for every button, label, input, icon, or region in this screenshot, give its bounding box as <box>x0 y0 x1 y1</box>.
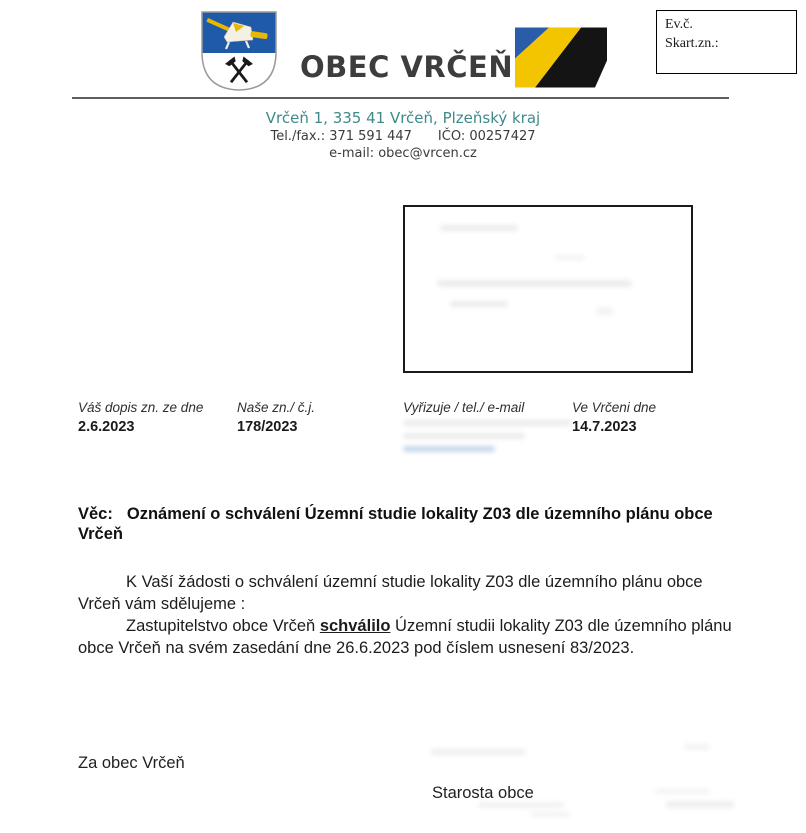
redacted-text-smudge <box>403 420 571 426</box>
registry-stamp-box <box>656 10 797 74</box>
recipient-address-window <box>403 205 693 373</box>
body-p2-emphasis: schválilo <box>319 617 391 635</box>
ref-label: Naše zn./ č.j. <box>237 400 316 415</box>
ref-value: 2.6.2023 <box>78 419 135 435</box>
ref-label: Váš dopis zn. ze dne <box>78 400 204 415</box>
body-p2-after: Územní studii lokality Z03 dle územního plánu obce Vrčeň na svém zasedání dne 26.6.2023 pod číslem usnesení 83/2023. <box>78 617 732 657</box>
redacted-text-smudge <box>403 433 525 439</box>
body-paragraph-2 <box>78 615 732 659</box>
redacted-text-smudge <box>597 307 613 315</box>
signature-title: Starosta obce <box>432 784 534 802</box>
redacted-email-smudge <box>403 446 495 452</box>
redacted-signer-name-smudge <box>430 749 526 755</box>
header-divider <box>72 97 729 99</box>
ref-your-letter <box>78 400 203 435</box>
redacted-signature-smudge <box>478 802 564 808</box>
ref-label: Vyřizuje / tel./ e-mail <box>403 400 525 415</box>
ref-label: Ve Vrčeni dne <box>572 400 657 415</box>
ref-value: 14.7.2023 <box>572 419 637 435</box>
org-phone: Tel./fax.: 371 591 447 <box>270 129 412 144</box>
stamp-shredding-mark-label: Skart.zn.: <box>665 35 719 51</box>
coat-of-arms-icon <box>200 10 278 92</box>
municipal-flag-icon <box>515 27 607 88</box>
org-phone-ico-line <box>103 129 703 144</box>
redacted-signature-smudge <box>666 801 734 808</box>
letter-body <box>78 571 732 659</box>
redacted-contact-block <box>403 415 573 460</box>
stamp-evidence-number-label: Ev.č. <box>665 17 693 32</box>
subject-text: Oznámení o schválení Územní studie lokality Z03 dle územního plánu obce Vrčeň <box>78 505 713 543</box>
body-p2-before: Zastupitelstvo obce Vrčeň <box>126 617 320 635</box>
subject-label: Věc: <box>78 505 113 523</box>
org-title: OBEC VRČEŇ <box>300 50 514 84</box>
ref-handled-by <box>403 400 573 460</box>
redacted-text-smudge <box>440 225 518 231</box>
redacted-signature-smudge <box>530 812 570 817</box>
redacted-stamp-smudge <box>655 789 710 794</box>
ref-value: 178/2023 <box>237 419 298 435</box>
subject-line <box>78 504 730 544</box>
ref-date <box>572 400 656 435</box>
org-address: Vrčeň 1, 335 41 Vrčeň, Plzeňský kraj <box>265 109 541 127</box>
org-ico: IČO: 00257427 <box>437 129 536 144</box>
redacted-text-smudge <box>437 280 632 287</box>
signature-on-behalf: Za obec Vrčeň <box>78 754 185 772</box>
ref-our-number <box>237 400 315 435</box>
org-email: e-mail: obec@vrcen.cz <box>329 146 477 161</box>
redacted-stamp-smudge <box>684 744 710 750</box>
letterhead-contact-block <box>103 109 703 161</box>
redacted-text-smudge <box>555 255 585 260</box>
redacted-text-smudge <box>450 301 508 307</box>
body-paragraph-1: K Vaší žádosti o schválení územní studie lokality Z03 dle územního plánu obce Vrčeň vám sdělujeme : <box>78 573 703 613</box>
